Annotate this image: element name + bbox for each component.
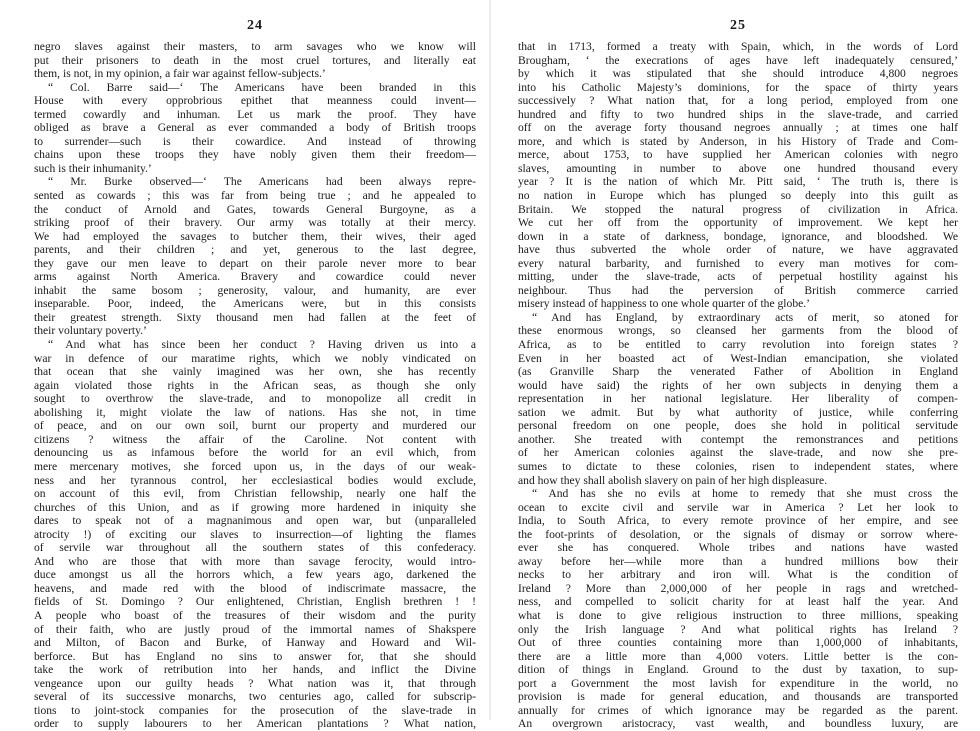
text-line: the foot-prints of desolation, or the signals of dismay or sorrow where- — [518, 527, 958, 541]
text-line: heavens, and made red with the blood of indiscrimate massacre, the — [34, 581, 476, 595]
text-line: parents, and their children ; and yet, generous to the last degree, — [34, 243, 476, 257]
text-line: port a Government the most lavish for expenditure in the world, no — [518, 676, 958, 690]
text-line: their greatest strength. Sixty thousand men had fallen at the feet of — [34, 310, 476, 324]
text-line: Even in her boasted act of West-Indian emancipation, she violated — [518, 351, 958, 365]
text-line: neighbour. Thus had the perversion of British commerce carried — [518, 283, 958, 297]
text-line: into his Catholic Majesty’s dominions, for the space of thirty years — [518, 80, 958, 94]
text-line: fields of St. Domingo ? Our enlightened, Christian, English brethren ! ! — [34, 595, 476, 609]
text-line: Out of three counties containing more than 1,000,000 of inhabitants, — [518, 636, 958, 650]
text-line: India, to South Africa, to every remote province of her empire, and see — [518, 514, 958, 528]
page-body-text — [518, 40, 958, 731]
page-number: 24 — [247, 18, 263, 33]
text-line: ocean to excite civil and servile war in America ? Let her look to — [518, 500, 958, 514]
text-line: “ And what has since been her conduct ? Having driven us into a — [48, 338, 476, 352]
right-page — [490, 0, 980, 731]
text-line: obliged as brave a General as ever commanded a body of British troops — [34, 121, 476, 135]
text-line: We cut her off from the opportunity of improvement. We kept her — [518, 216, 958, 230]
text-line: take the work of retribution into her hands, and inflict the Divine — [34, 663, 476, 677]
text-line: and Milton, of Bacon and Burke, of Hanway and Howard and Wil- — [34, 636, 476, 650]
text-line: vengeance upon our guilty heads ? What nation was it, that through — [34, 676, 476, 690]
text-line: of servile war throughout all the southern states of this confederacy. — [34, 541, 476, 555]
text-line: ness, and compelled to solicit charity for at least half the year. And — [518, 595, 958, 609]
text-line: of peace, and on our own soil, burnt our property and murdered our — [34, 419, 476, 433]
text-line: “ Col. Barre said—‘ The Americans have been branded in this — [48, 80, 476, 94]
text-line: And who are those that with more than savage ferocity, would intro- — [34, 554, 476, 568]
text-line: sented as cowards ; this was far from being true ; and he appealed to — [34, 189, 476, 203]
text-line: citizens ? witness the affair of the Caroline. Not content with — [34, 432, 476, 446]
text-line: order to supply labourers to her American plantations ? What nation, — [34, 717, 476, 731]
text-line: the conduct of Arnold and Gates, towards General Burgoyne, as a — [34, 202, 476, 216]
text-line: of her American colonies against the slave-trade, and now she pre- — [518, 446, 958, 460]
text-line: Africa, as to be entitled to carry revolution into foreign states ? — [518, 338, 958, 352]
text-line: Ireland ? More than 2,000,000 of her people in rags and wretched- — [518, 581, 958, 595]
text-line: mitting, under the slave-trade, acts of perpetual hostility against his — [518, 270, 958, 284]
text-line: have thus subverted the whole order of nature, we have aggravated — [518, 243, 958, 257]
text-line: “ Mr. Burke observed—‘ The Americans had been always repre- — [48, 175, 476, 189]
text-line: them, is not, in my opinion, a fair war against fellow-subjects.’ — [34, 67, 326, 81]
text-line: and how they shall abolish slavery on pain of her high displeasure. — [518, 473, 828, 487]
page-body-text — [34, 40, 476, 731]
text-line: that ocean that she vainly imagined was her own, she has recently — [34, 365, 476, 379]
text-line: to surrender—such is their cowardice. And instead of throwing — [34, 134, 476, 148]
text-line: successively ? What nation that, for a long period, employed from one — [518, 94, 958, 108]
text-line: every natural barbarity, and furnished to every man motives for com- — [518, 256, 958, 270]
text-line: abolishing it, might violate the law of nations. Has she not, in time — [34, 405, 476, 419]
text-line: We had employed the savages to butcher them, their wives, their aged — [34, 229, 476, 243]
text-line: ever she has conquered. Whole tribes and nations have wasted — [518, 541, 958, 555]
text-line: what is done to give religious instruction to three millions, speaking — [518, 608, 958, 622]
text-line: An overgrown aristocracy, vast wealth, and boundless luxury, are — [518, 717, 958, 731]
text-line: dition of things in England. Ground to the dust by taxation, to sup- — [518, 663, 958, 677]
text-line: of their faith, who are justly proud of the immortal names of Shakspere — [34, 622, 476, 636]
text-line: mere mercenary motives, she forced upon us, in the days of our weak- — [34, 459, 476, 473]
text-line: termed cowardly and inhuman. Let us mark the proof. They have — [34, 107, 476, 121]
text-line: “ And has England, by extraordinary acts of merit, so atoned for — [532, 310, 958, 324]
text-line: more, and which is stated by Anderson, in his History of Trade and Com- — [518, 134, 958, 148]
text-line: misery instead of happiness to one whole quarter of the globe.’ — [518, 297, 811, 311]
text-line: chains upon these troops they have nobly given them their freedom— — [34, 148, 476, 162]
text-line: negro slaves against their masters, to arm savages who we know will — [34, 40, 476, 53]
text-line: Britain. We stopped the natural progress of civilization in Africa. — [518, 202, 958, 216]
text-line: sumes to dictate to these colonies, risen to independent states, where — [518, 459, 958, 473]
text-line: they gave our men leave to depart on their parole never more to bear — [34, 256, 476, 270]
text-line: war in defence of our maratime rights, which we nobly vindicated on — [34, 351, 476, 365]
text-line: Brougham, ‘ the execrations of ages have left inadequately censured,’ — [518, 53, 958, 67]
text-line: duce amongst us all the horrors which, a few years ago, darkened the — [34, 568, 476, 582]
text-line: berforce. But has England no sins to answer for, that she should — [34, 649, 476, 663]
text-line: sought to overthrow the slave-trade, and to monopolize all credit in — [34, 392, 476, 406]
text-line: slaves, amounting in number to above one hundred thousand every — [518, 161, 958, 175]
text-line: sation we admit. But by what authority of justice, while conferring — [518, 405, 958, 419]
text-line: “ And has she no evils at home to remedy that she must cross the — [532, 487, 958, 501]
text-line: inhabit the same bosom ; generosity, valour, and humanity, are ever — [34, 283, 476, 297]
text-line: striking proof of their bravery. Our army was totally at their mercy. — [34, 216, 476, 230]
text-line: dares to speak not of a magnanimous and open war, but (unparalleled — [34, 514, 476, 528]
text-line: ness and her tyrannous control, her ecclesiastical bodies would exclude, — [34, 473, 476, 487]
text-line: off on the average forty thousand negroes annually ; at times one half — [518, 121, 958, 135]
text-line: such is their inhumanity.’ — [34, 161, 152, 175]
text-line: churches of this Union, and as if growing more hardened in iniquity she — [34, 500, 476, 514]
text-line: merce, about 1753, to have supplied her American colonies with negro — [518, 148, 958, 162]
text-line: down in a state of darkness, bondage, ignorance, and bloodshed. We — [518, 229, 958, 243]
text-line: denouncing us as infamous before the world for an evil which, from — [34, 446, 476, 460]
text-line: another. She treated with contempt the remonstrances and petitions — [518, 432, 958, 446]
text-line: hundred and fifty to two hundred ships in the slave-trade, and carried — [518, 107, 958, 121]
text-line: necks to her arbitrary and iron will. What is the condition of — [518, 568, 958, 582]
text-line: these enormous wrongs, so cleansed her garments from the blood of — [518, 324, 958, 338]
text-line: on account of this evil, from Christian fellowship, nearly one half the — [34, 487, 476, 501]
text-line: A people who boast of the treasures of their wisdom and the purity — [34, 608, 476, 622]
text-line: their voluntary poverty.’ — [34, 324, 147, 338]
text-line: several of its successive monarchs, two centuries ago, called for subscrip- — [34, 690, 476, 704]
text-line: provision is made for general education, and thousands are transported — [518, 690, 958, 704]
text-line: arms against North America. Bravery and cowardice could never — [34, 270, 476, 284]
text-line: again violated those rights in the African seas, as though she only — [34, 378, 476, 392]
text-line: atrocity !) of exciting our slaves to insurrection—of lighting the flames — [34, 527, 476, 541]
text-line: there are a little more than 4,000 voters. Little better is the con- — [518, 649, 958, 663]
text-line: year ? It is the nation of which Mr. Pitt said, ‘ The truth is, there is — [518, 175, 958, 189]
text-line: personal freedom on one people, does she hold in political servitude — [518, 419, 958, 433]
text-line: annually for crimes of which ignorance may be regarded as the parent. — [518, 703, 958, 717]
text-line: only the Irish language ? And what political rights has Ireland ? — [518, 622, 958, 636]
text-line: tions to joint-stock companies for the prosecution of the slave-trade in — [34, 703, 476, 717]
text-line: away before her—while more than a hundred millions bow their — [518, 554, 958, 568]
text-line: inseparable. Poor, indeed, the Americans were, but in this consists — [34, 297, 476, 311]
text-line: representation in her national legislature. Her liberality of compen- — [518, 392, 958, 406]
text-line: by which it was stipulated that she should introduce 4,800 negroes — [518, 67, 958, 81]
text-line: that in 1713, formed a treaty with Spain, which, in the words of Lord — [518, 40, 958, 53]
text-line: (as Granville Sharp the venerated Father of Abolition in England — [518, 365, 958, 379]
text-line: would have said) the rights of her own subjects in denying them a — [518, 378, 958, 392]
text-line: no nation in Europe which has plunged so deeply into this guilt as — [518, 189, 958, 203]
page-number: 25 — [730, 18, 746, 33]
text-line: put their prisoners to death in the most cruel tortures, and literally eat — [34, 53, 476, 67]
text-line: House with every opprobrious epithet that meanness could invent— — [34, 94, 476, 108]
